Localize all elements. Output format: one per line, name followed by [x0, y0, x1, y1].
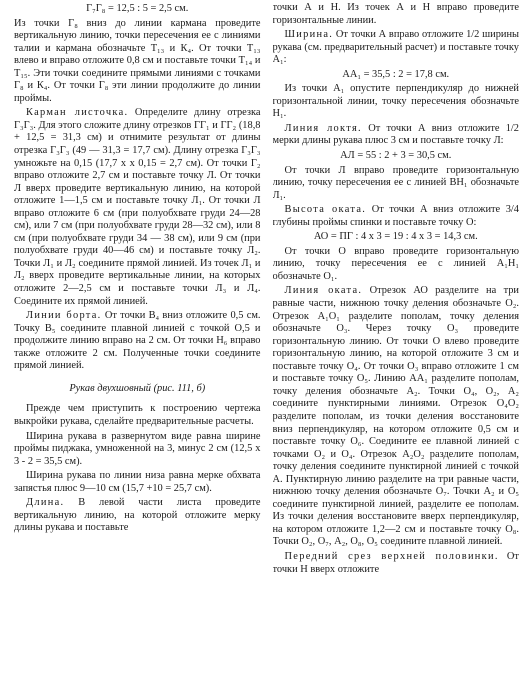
paragraph-text: Отрезок АО разделите на три равные части, нижнюю точку деления обозначьте О₂. Отрезок А₁О₁ разделите пополам, точку деления обозначьте О₃. Через точку О₃ проведите горизонтальную линию. От точки О влево проведите горизонтальную линию, на которой отложите 3 см и поставьте точку О₄. От точки О₃ вправо отложите 1 см и поставьте точку О₅. Линию АА₁ разделите пополам, точку деления обозначьте А₂. Точки О₄, О₂, А₂ соедините пунктирными линиями. Отрезок О₄О₂ разделите пополам, из точки деления восстановите вниз перпендикуляр, на котором отложите 0,5 см и поставьте точку О₆. Соедините ее плавной линией с точками О₂ и О₄. Отрезок А₂О₂ разделите пополам, точку деления соедините пунктирной линией с точкой А. Пунктирную линию разделите на три равные части, нижнюю точку деления обозначьте О₇. Точки А₂ и О₅ соедините пунктирной линией, разделите ее пополам. Из точки деления восстановите вверх перпендикуляр, на котором отложите 1,2—2 см и поставьте точку О₈. Точки О₂, О₇, А₂, О₈, О₅ соедините плавной линией. — [272, 285, 519, 548]
left-column — [14, 2, 261, 700]
paragraph-lead: Ширина. — [284, 29, 334, 41]
paragraph-text: От точки В₄ вниз отложите 0,5 см. Точку В₅ соедините плавной линией с точкой О,5 и продолжите линию вправо на 2 см. От точки Н₆ вправо также отложите 2 см. Полученные точки соедините прямой линией. — [14, 310, 261, 372]
paragraph-text: От точки О вправо проведите горизонтальную линию, точку пересечения ее с линией А₁Н₁ обозначьте О₁. — [272, 245, 519, 282]
paragraph — [273, 285, 520, 548]
paragraph-lead: Линия оката. — [284, 285, 363, 297]
paragraph-text: АА₁ = 35,5 : 2 = 17,8 см. — [342, 68, 450, 80]
paragraph-text: От точки А вниз отложите 3/4 глубины проймы спинки и поставьте точку О: — [272, 204, 519, 228]
paragraph — [273, 123, 520, 148]
paragraph-lead: Рукав двухшовный — [69, 382, 151, 394]
paragraph-lead: Линии борта. — [26, 310, 102, 322]
paragraph-text: АЛ = 55 : 2 + 3 = 30,5 см. — [340, 150, 452, 162]
paragraph-text: От точки А вправо отложите 1/2 ширины рукава (см. предварительный расчет) и поставьте точку А₁: — [272, 29, 519, 66]
formula-line — [273, 69, 520, 82]
paragraph — [14, 18, 261, 106]
paragraph-text: (рис. 111, б) — [150, 382, 206, 394]
paragraph — [273, 246, 520, 284]
paragraph-lead: Передний срез верхней половинки. — [284, 550, 499, 562]
paragraph-text: От точки Н вверх отложите — [272, 550, 519, 575]
paragraph-text: Определите длину отрезка Г₃Г₃. Для этого сложите длину отрезков ГГ₁ и ГГ₂ (18,8 + 12,5 = 31,3 см) и отнимите результат от длины отрезка Г₃Г₃ (49 — 31,3 = 17,7 см). Длину отрезка Г₃Г₃ умножьте на 0,15 (17,7 x x 0,15 = 2,7 см). От точки Г₂ вправо отложите 2,7 см и поставьте точку Л. От точки Л вверх проведите вертикальную линию, на которой отложите 1—1,5 см и поставьте точку Л₁. От точки Л вправо отложите 6 см (при полуобхвате груди 24—28 см), или 7 см (при полуобхвате груди 28—32 см), или 8 см (при полуобхвате груди 34 — 38 см), или 9 см (при полуобхвате груди 40—46 см) и поставьте точку Л₂. Точки Л₁ и Л₂ соедините прямой линией. Из точек Л₁ и Л₂ вверх проведите вертикальные линии, на которых отложите 2—2,5 см и поставьте точки Л₃ и Л₄. Соедините их прямой линией. — [14, 107, 261, 307]
paragraph — [273, 204, 520, 229]
paragraph — [14, 497, 261, 535]
paragraph — [14, 470, 261, 495]
formula-line — [14, 3, 261, 16]
formula-line — [273, 231, 520, 244]
paragraph-lead: Линия локтя. — [284, 122, 362, 134]
paragraph-text: Ширина рукава в развернутом виде равна ширине проймы пиджака, умноженной на 3, минус 2 см (12,5 х 3 - 2 = 35,5 см). — [14, 430, 261, 467]
paragraph — [273, 165, 520, 203]
paragraph-text: Из точки Г₈ вниз до линии кармана проведите вертикальную линию, точки пересечения ее с линиями талии и кармана обозначьте Т₁₃ и К₄. От точки Т₁₃ влево и вправо отложите 0,8 см и поставьте точки Т₁₄ и Т₁₅. Эти точки соедините прямыми линиями с точками Г₈ и К₄. От точки Г₈ эти линии продолжите до линии проймы. — [14, 17, 261, 104]
paragraph — [273, 551, 520, 576]
formula-line — [273, 150, 520, 163]
paragraph — [273, 2, 520, 27]
paragraph-text: Прежде чем приступить к построению чертежа выкройки рукава, сделайте предварительные расчеты. — [14, 403, 261, 427]
paragraph-text: Из точки А₁ опустите перпендикуляр до нижней горизонтальной линии, точку пересечения обозначьте Н₁. — [272, 83, 519, 120]
paragraph-lead: Высота оката. — [284, 204, 367, 216]
paragraph — [14, 310, 261, 373]
paragraph-lead: Длина. — [26, 497, 65, 509]
paragraph-text: Ширина рукава по линии низа равна мерке обхвата запястья плюс 9—10 см (15,7 +10 = 25,7 см). — [14, 470, 261, 494]
paragraph-lead: Карман листочка. — [26, 107, 129, 119]
paragraph — [14, 107, 261, 308]
paragraph-text: АО = ПГ : 4 х 3 = 19 : 4 х 3 = 14,3 см. — [313, 231, 478, 243]
paragraph-text: точки А и Н. Из точек А и Н вправо проведите горизонтальные линии. — [272, 2, 519, 26]
paragraph-text: Г₇Г₈ = 12,5 : 5 = 2,5 см. — [86, 3, 189, 14]
right-column — [273, 2, 520, 700]
paragraph-text: В левой части листа проведите вертикальную линию, на которой отложите мерку длины рукава и поставьте — [14, 497, 261, 534]
paragraph-text: От точки Л вправо проведите горизонтальную линию, точку пересечения ее с линией ВН₁ обозначьте Л₁. — [272, 164, 519, 201]
paragraph-text: От точки А вниз отложите 1/2 мерки длины рукава плюс 3 см и поставьте точку Л: — [272, 122, 519, 147]
paragraph — [273, 83, 520, 121]
section-heading — [14, 383, 261, 396]
paragraph — [14, 403, 261, 428]
paragraph — [273, 29, 520, 67]
paragraph — [14, 431, 261, 469]
